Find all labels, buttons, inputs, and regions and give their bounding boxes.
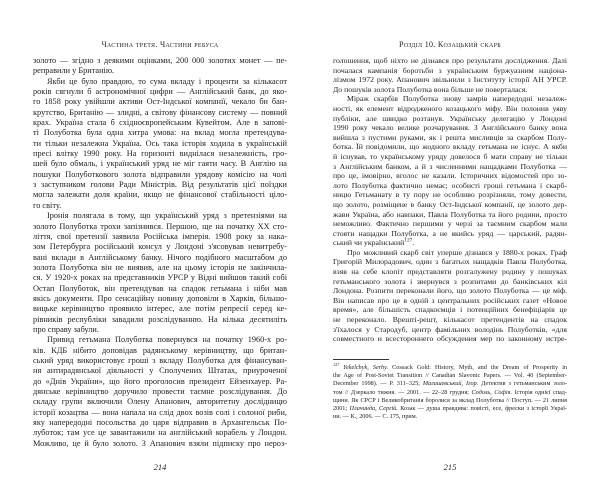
running-head: Розділ 10. Козацький скарб <box>399 40 501 49</box>
footnote-divider <box>333 359 389 360</box>
text-line <box>33 387 287 397</box>
line-text: з Англійським банком, а й з численними нащадками Полуботка — <box>333 161 567 171</box>
text-line <box>33 377 287 387</box>
line-text: ницю Гетьманату в ту пору не особливо розрізняли, тому довести, <box>333 190 567 200</box>
text-line <box>333 210 567 220</box>
text-line <box>333 66 567 76</box>
line-text: яку напередодні посольства до царя відправив в Архангельськ По- <box>33 418 287 428</box>
line-text: ся. У 1920-х роках на представників УРСР у Відні вийшов такий собі <box>33 273 287 283</box>
line-text: не переконало. Врешті-решт, кількасот претендентів на спадок <box>333 315 567 325</box>
line-text: років сягнули б астрономічної цифри — Англійський банк, до яко- <box>33 87 287 97</box>
line-text: пресі влітку 1990 року. На горизонті виднілася незалежність, гро- <box>33 149 287 159</box>
line-text: ності, як елемент відродженого козацького міфу. Він полонив уяву <box>333 103 567 113</box>
line-text: до «Днів України», що його проголосив президент Ейзенхауер. Ра- <box>33 376 287 386</box>
text-line <box>333 277 567 287</box>
line-text: Остап Полуботок, він претендував на спадок гетьмана і ніби мав <box>33 283 287 293</box>
line-text: золота Полуботка він не виявив, але на цьому історія не закінчила- <box>33 262 287 272</box>
text-line <box>33 139 287 149</box>
text-line <box>333 238 567 248</box>
text-line <box>33 128 287 138</box>
page-body-text <box>33 56 287 449</box>
text-line <box>33 428 287 438</box>
text-line <box>333 94 567 104</box>
text-line <box>33 366 287 376</box>
text-line <box>333 305 567 315</box>
footnote-text: Cossack Gold: History, Myth, and the Dream of Prosperity in <box>388 364 568 371</box>
line-text: публіки, але швидко розтанув. Українську делегацію у Лондоні <box>333 113 567 123</box>
page-number: 214 <box>153 462 167 472</box>
line-text: время», але більшість спадкоємців і потенційних бенефіціарів це <box>333 305 567 315</box>
line-text: почалася кампанія боротьби з українським буржуазним націона- <box>333 65 567 75</box>
footnote-number: 127 <box>333 361 344 367</box>
line-text: про справу забули. <box>33 324 99 334</box>
text-line <box>333 200 567 210</box>
line-text: Можливо, це й було золото. З Апанович взяли підписку про нероз- <box>33 438 287 448</box>
text-line <box>333 190 567 200</box>
line-text: ня антирадянської діяльності у Сполучених Штатах, приуроченої <box>33 366 287 376</box>
line-text: жави Україна, або навпаки, Павла Полуботка та його родини, просто <box>333 209 567 219</box>
footnote-text: Історія однієї спад- <box>512 388 567 396</box>
line-text: золото Полуботка трохи запізнився. Першою, ще на початку XX сто- <box>33 221 287 231</box>
text-line <box>33 418 287 428</box>
text-line <box>333 334 567 344</box>
line-text: лізмом 1972 року. Апанович звільнили з Інституту історії АН УРСР. <box>333 75 567 85</box>
line-text: Міраж скарбів Полуботка знову замрів напередодні незалеж- <box>347 94 567 104</box>
text-line <box>33 108 287 118</box>
text-line <box>33 284 287 294</box>
text-line <box>333 325 567 335</box>
text-line <box>333 114 567 124</box>
text-line <box>333 152 567 162</box>
line-text: дянське керівництво доручило провести таємне розслідування. До <box>33 387 287 396</box>
footnote-text: ни. — К., 2006. — С. 175, прим. <box>333 413 418 421</box>
text-line <box>333 229 567 239</box>
line-text: з'їхалося у Стародуб, центр фамільних володінь Полуботків, «для <box>333 324 567 334</box>
line-text: го 1858 року увійшли активи Ост-Індської компанії, чекало би бан- <box>33 97 287 107</box>
text-line <box>33 273 287 283</box>
line-text: го світу. <box>33 200 62 210</box>
footnote-text: December 1998). — P. 311–325; <box>333 380 423 388</box>
line-text: Якби це було правдою, то сума вкладу і проценти за кількасот <box>47 76 287 86</box>
line-text: 1990 року чекало велике розчарування. З Англійського банку вона <box>333 123 567 133</box>
running-head: Частина третя. Частини ребуса <box>101 40 219 49</box>
text-line <box>333 171 567 181</box>
line-text: пошуки Полуботкового золота відправили урядову комісію на чолі <box>33 169 287 179</box>
line-text: гетьманського золота і звернувся з розпитами до банківських кіл <box>333 276 567 286</box>
line-text: луботок; там усе це завантажили на англійський корабель у Лондон. <box>33 428 287 438</box>
page-number: 215 <box>443 462 457 472</box>
text-line <box>333 142 567 152</box>
line-text: золото — згідно з деякими оцінками, 200 000 золотих монет — пе- <box>33 56 287 65</box>
line-text: крах. Україна стала б східноєвропейським Кувейтом. Але в запові- <box>33 118 287 128</box>
line-text: . <box>412 238 415 248</box>
text-line <box>333 181 567 191</box>
text-line <box>333 257 567 267</box>
text-line <box>33 346 287 356</box>
text-line <box>333 56 567 66</box>
text-line <box>33 159 287 169</box>
author-name: Плачинда, Сергій. <box>349 405 398 413</box>
text-line <box>33 408 287 418</box>
text-line <box>33 232 287 242</box>
line-text: складу групи включили Олену Апанович, авторитетну дослідницю <box>33 397 287 407</box>
author-name: Yekelchyk, Serhy. <box>343 364 389 371</box>
text-line <box>33 77 287 87</box>
line-text: лото Полуботка фактично немає; особисті гроші гетьмана і скарб- <box>333 180 567 190</box>
author-name: Малишевський, Ігор. <box>422 380 479 388</box>
text-line <box>333 133 567 143</box>
footnote-line <box>333 389 567 397</box>
text-line <box>33 190 287 200</box>
text-line <box>33 222 287 232</box>
line-text: совместного и всестороннего обсуждения мер по законному истре- <box>333 334 567 344</box>
line-text: вийшла з пустими руками, як і решта мисливців за скарбом Полу- <box>333 132 567 142</box>
line-text: ти тільки незалежна Україна. Ось така історія ходила в українській <box>33 138 287 148</box>
text-line <box>333 296 567 306</box>
line-text: зом Петербурга російський консул у Лондоні з'ясовував невитребу- <box>33 242 287 252</box>
footnote-line <box>333 361 568 372</box>
line-text: неможливо. Фактично першими у черзі за таємним скарбом мали <box>333 219 567 229</box>
text-line <box>33 294 287 304</box>
line-text: рівників республіки завадили розслідуванню. На кілька десятиліть <box>33 314 287 324</box>
text-line <box>33 211 287 221</box>
footnote-text: Детектив з гетьманським золо- <box>478 380 568 388</box>
line-text: Лондона. Розпити переконали його, що золото Полуботка — це міф. <box>333 286 567 296</box>
line-text: історії козацтва — вона напала на слід двох возів солі і солоної риби, <box>33 407 287 417</box>
line-text: ків. КДБ нібито доповідав радянському керівництву, що британ- <box>33 345 287 355</box>
text-line <box>33 180 287 190</box>
footnote-line <box>333 397 567 405</box>
text-line <box>33 397 287 407</box>
line-text: Григорій Милорадович, один з багатьох нащадків Павла Полуботка, <box>333 257 567 267</box>
footnote <box>333 361 568 421</box>
line-text: реправили у Британію. <box>33 66 115 76</box>
text-line <box>333 104 567 114</box>
footnote-line <box>333 413 567 421</box>
footnote-text: 2001; <box>333 405 350 413</box>
line-text: вицьке керівництво проявило інтерес, але потім репресії серед ке- <box>33 304 287 314</box>
text-line <box>333 75 567 85</box>
text-line <box>33 335 287 345</box>
line-text: крутство, Британію — злидні, а світову фінансову систему — повний <box>33 107 287 117</box>
text-line <box>333 219 567 229</box>
text-line <box>333 267 567 277</box>
text-line <box>33 263 287 273</box>
footnote-reference: 127 <box>404 237 413 244</box>
line-text: взяв на себе клопіт представляти розгалужену родину у пошуках <box>333 267 567 277</box>
line-text: Привид гетьмана Полуботка повернувся на початку 1960-х ро- <box>47 335 287 345</box>
text-line <box>333 162 567 172</box>
text-line <box>333 248 567 258</box>
text-line <box>33 201 287 211</box>
text-line <box>333 315 567 325</box>
line-text: що золото, розміщене в банку Ост-Індської компанії, це золото дер- <box>333 199 567 209</box>
text-line <box>33 118 287 128</box>
footnote-text: Козак — душа правдива: повісті, есе, фрески з історії Украї- <box>397 405 567 413</box>
line-text: Він написав про це в одній з центральних російських газет «Новое <box>333 295 567 305</box>
line-text: ботка. Їй повідомили, що жодного вкладу гетьмана не існує. А якби <box>333 142 567 152</box>
line-text: вані вклади в Англійському банку. Нічого подібного масштабом до <box>33 252 287 262</box>
line-text: ський чи український <box>333 238 405 248</box>
text-line <box>33 242 287 252</box>
right-page <box>300 0 600 481</box>
text-line <box>33 66 287 76</box>
text-line <box>333 85 567 95</box>
text-line <box>33 97 287 107</box>
text-line <box>33 439 287 449</box>
line-text: голошення, щоб ніхто не дізнався про результати дослідження. Далі <box>333 56 567 65</box>
text-line <box>33 87 287 97</box>
line-text: з заступником голови Ради Міністрів. Від результатів цієї поїздки <box>33 180 287 190</box>
text-line <box>333 286 567 296</box>
line-text: стояти нащадки Полуботка, а не якийсь уряд — царський, радян- <box>333 228 567 238</box>
text-line <box>33 315 287 325</box>
line-text: До пошуків золота Полуботка вона більше не поверталася. <box>333 84 528 94</box>
line-text: шей було обмаль, і український уряд не міг гаяти часу. В Англію на <box>33 159 287 169</box>
footnote-text: том // Дзеркало тижня. — 2001. — 22–28 грудня; <box>333 388 472 396</box>
author-name: Содоль, Софія. <box>471 388 513 396</box>
line-text: й існував, то українському уряду довелося б мати справу не тільки <box>333 151 567 161</box>
text-line <box>33 170 287 180</box>
line-text: Іронія полягала в тому, що український уряд з претензіями на <box>47 211 287 221</box>
text-line <box>33 56 287 66</box>
line-text: ський уряд використовує гроші з вкладу Полуботка для фінансуван- <box>33 355 287 365</box>
line-text: ліття, свої претензії заявила Російська імперія. 1908 року за нака- <box>33 231 287 241</box>
line-text: ті Полуботка була одна хитра умова: на вклад могла претендува- <box>33 128 287 138</box>
text-line <box>33 304 287 314</box>
footnote-line <box>333 372 567 380</box>
text-line <box>33 149 287 159</box>
text-line <box>33 253 287 263</box>
line-text: про це, імовірно, вголос не казали. Історичних відомостей про зо- <box>333 171 567 181</box>
line-text: якісь документи. Про сенсаційну новину доповіли в Харків, більшо- <box>33 293 287 303</box>
text-line <box>33 325 287 335</box>
line-text: могла залежати доля країни, якщо не фінансової стабільності ціло- <box>33 190 287 200</box>
footnote-text: the Age of Post-Soviet Transition // Canadian Slavonic Papers. — Vol. 40 (September- <box>333 372 567 380</box>
footnote-line <box>333 405 567 413</box>
text-line <box>33 356 287 366</box>
footnote-text: щини. Як СРСР і Великобританія боролися за вклад Полуботка // Поступ. — 21 липня <box>333 396 567 404</box>
line-text: Про можливий скарб світ уперше дізнався у 1880-х роках. Граф <box>347 247 567 257</box>
page-body-text <box>333 56 567 344</box>
footnote-line <box>333 380 567 388</box>
text-line <box>333 123 567 133</box>
